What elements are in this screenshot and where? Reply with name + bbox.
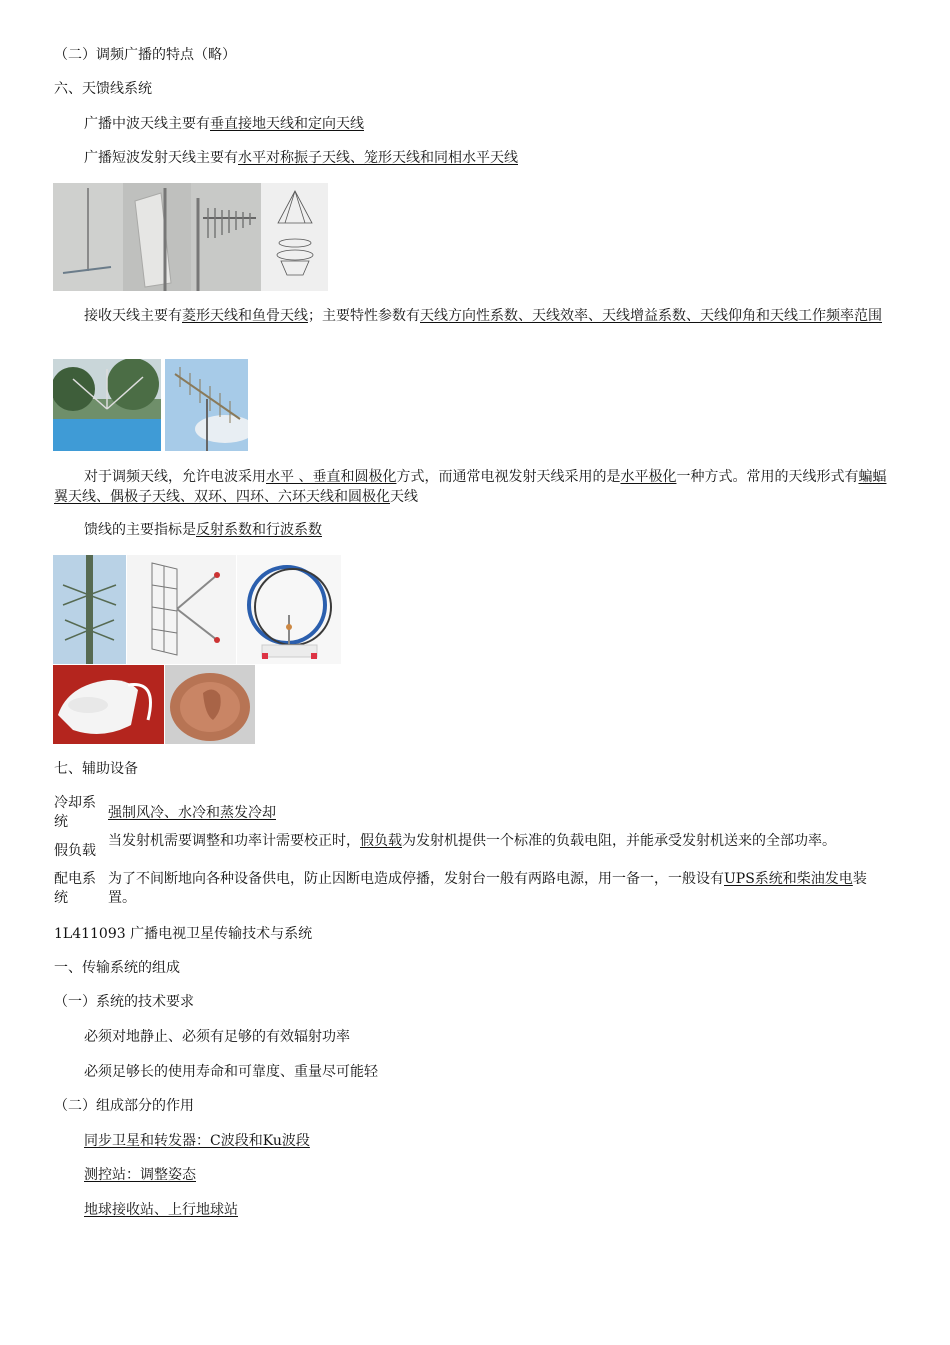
heading-fm-features: （二）调频广播的特点（略） [54,47,236,63]
aux-value-power: 为了不间断地向各种设备供电，防止因断电造成停播，发射台一般有两路电源，用一备一，一般设有UPS系统和柴油发电装置。 [108,871,867,906]
aux-key-cooling: 冷却系统 [54,795,96,830]
sw-antenna-line: 广播短波发射天线主要有水平对称振子天线、笼形天线和同相水平天线 [84,150,518,166]
aux-equipment-table [52,794,896,908]
table-row [52,870,896,908]
aux-key-dummy-load: 假负载 [54,842,96,859]
heading-transmission-system: 一、传输系统的组成 [54,960,180,976]
fm-antenna-para: 对于调频天线，允许电波采用水平 、垂直和圆极化方式，而通常电视发射天线采用的是水平极化一种方式。常用的天线形式有蝙蝠翼天线、偶极子天线、双环、四环、六环天线和圆极化天线 [54,469,887,505]
table-row [52,832,896,870]
mw-antenna-line: 广播中波天线主要有垂直接地天线和定向天线 [84,116,364,132]
aux-value-dummy-load: 当发射机需要调整和功率计需要校正时，假负载为发射机提供一个标准的负载电阻，并能承受发射机送来的全部功率。 [108,833,836,849]
aux-key-power: 配电系统 [54,871,96,906]
circular-polarized-antenna-photo [53,665,164,744]
rhombic-antenna-photo [53,359,161,451]
receiving-antenna-para: 接收天线主要有菱形天线和鱼骨天线；主要特性参数有天线方向性系数、天线效率、天线增益系数、天线仰角和天线工作频率范围 [84,308,882,324]
batwing-antenna-photo [53,555,126,664]
antenna-photo-strip-1 [53,183,328,291]
dipole-antenna-photo [127,555,236,664]
feeder-line: 馈线的主要指标是反射系数和行波系数 [84,522,322,538]
component-line-3: 地球接收站、上行地球站 [84,1202,238,1218]
log-periodic-antenna-photo [165,359,248,451]
component-line-1: 同步卫星和转发器：C波段和Ku波段 [84,1133,310,1149]
component-line-2: 测控站：调整姿态 [84,1167,196,1183]
heading-aux-equipment: 七、辅助设备 [54,761,138,777]
table-row [52,794,896,832]
copper-disc-antenna-photo [165,665,255,744]
section-code-satellite: 1L411093 广播电视卫星传输技术与系统 [54,926,313,942]
heading-tech-requirements: （一）系统的技术要求 [54,994,194,1010]
heading-antenna-system: 六、天馈线系统 [54,81,152,97]
requirement-line-2: 必须足够长的使用寿命和可靠度、重量尽可能轻 [84,1064,378,1080]
requirement-line-1: 必须对地静止、必须有足够的有效辐射功率 [84,1029,350,1045]
heading-component-roles: （二）组成部分的作用 [54,1098,194,1114]
aux-value-cooling: 强制风冷、水冷和蒸发冷却 [108,804,276,821]
ring-antenna-photo [237,555,341,664]
